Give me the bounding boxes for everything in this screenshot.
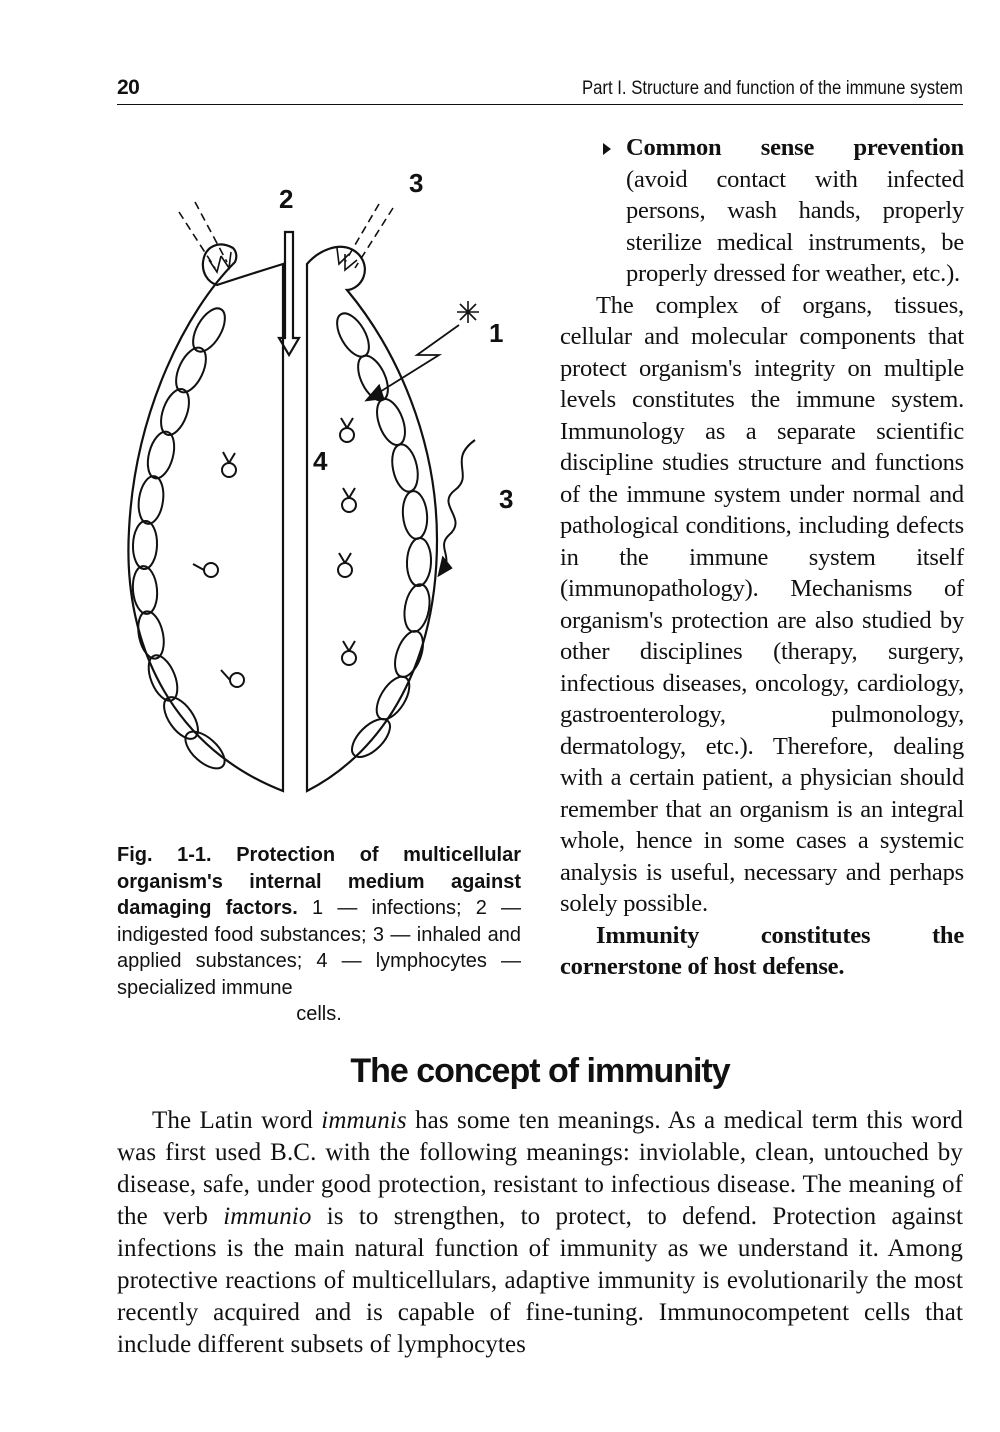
bullet-item xyxy=(560,132,964,290)
applied-substance-arrow xyxy=(439,440,475,575)
label-2: 2 xyxy=(279,184,294,214)
figure-1-1 xyxy=(117,150,529,850)
cornerstone-paragraph: Immunity constitutes the cornerstone of host defense. xyxy=(560,921,964,980)
section-title: The concept of immunity xyxy=(350,1052,730,1090)
label-3-side: 3 xyxy=(499,484,514,514)
page-number: 20 xyxy=(117,76,140,99)
figure-caption xyxy=(117,842,521,1028)
p1-part-b: has some ten meanings. As a medical term this word was first used B.C. with the following meanings: inviolable, clean, untouched by disease, safe, under good protection, resistant to infectious disease. The meaning of the verb xyxy=(117,1107,963,1230)
infection-asterisk-icon xyxy=(457,301,479,323)
right-epithelium-cells xyxy=(331,308,433,763)
right-half-outline xyxy=(307,247,437,791)
label-3-top: 3 xyxy=(409,168,424,198)
p1-part-c: is to strengthen, to protect, to defend. Protection against infections is the main natural function of immunity as we understand it. Among protective reactions of multicellulars, adaptive immunity is evolutionarily the most recently acquired and is capable of fine-tuning. Immunocompetent cells that include different subsets of lymphocytes xyxy=(117,1203,963,1358)
bullet-heading: Common sense prevention xyxy=(626,134,964,161)
caption-body: 1 — infections; 2 — indigested food substances; 3 — inhaled and applied substances; 4 — lymphocytes — specialized immune xyxy=(117,897,521,999)
left-epithelium-cells xyxy=(131,303,231,775)
p1-part-a: The Latin word xyxy=(152,1107,322,1134)
caption-last-line: cells. xyxy=(296,1003,342,1025)
inhaled-arrows-right xyxy=(337,204,393,270)
bullet-text: (avoid contact with infected persons, wash hands, properly sterilize medical instruments, be properly dressed for weather, etc.). xyxy=(626,165,964,287)
lymphocytes xyxy=(193,418,356,687)
immune-system-paragraph: The complex of organs, tissues, cellular and molecular components that protect organism's integrity on multiple levels constitutes the immune system. Immunology as a separate scientific discipline studies structure and functions of the immune system under normal and pathological conditions, including defects in the immune system itself (immunopathology). Mechanisms of organism's protection are also studied by other disciplines (therapy, surgery, infectious diseases, oncology, cardiology, gastroenterology, pulmonology, dermatology, etc.). Therefore, dealing with a certain patient, a physician should remember that an organism is an integral whole, hence in some cases a systemic analysis is useful, necessary and perhaps solely possible. xyxy=(560,291,964,917)
running-head: Part I. Structure and function of the immune system xyxy=(581,78,963,99)
figure-diagram xyxy=(117,150,529,850)
right-column xyxy=(560,132,964,983)
label-1: 1 xyxy=(489,318,504,348)
label-4: 4 xyxy=(313,446,328,476)
page-header xyxy=(117,74,963,105)
inhaled-arrows-left xyxy=(179,202,231,272)
caption-title: Fig. 1-1. Protection of multicellular organism's internal medium against damaging factors. xyxy=(117,844,521,919)
left-half-outline xyxy=(128,244,283,791)
bullet-arrow-icon xyxy=(603,143,611,155)
term-immunio: immunio xyxy=(223,1203,312,1230)
section-paragraph xyxy=(117,1105,963,1361)
term-immunis: immunis xyxy=(321,1107,407,1134)
